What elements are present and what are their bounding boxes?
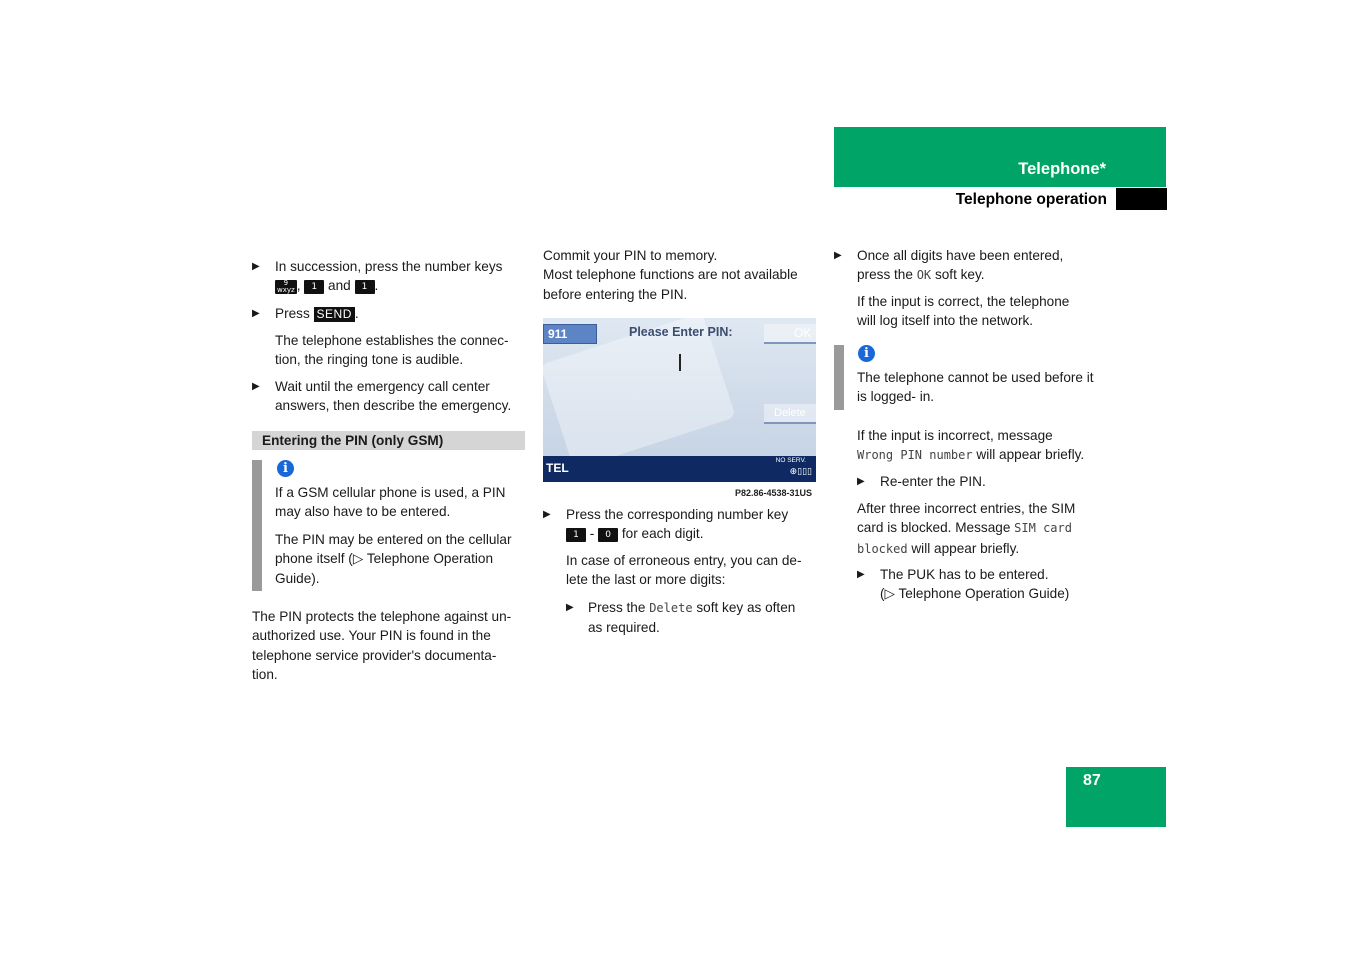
- screen-ok-softkey: OK: [764, 324, 816, 344]
- info-side-bar: [252, 460, 262, 591]
- pin-entry-screen: [543, 318, 816, 482]
- info-note-pin: The PIN may be entered on the cellular phone itself (▷ Telephone Operation Guide).: [275, 532, 512, 586]
- step-press-send: Press SEND .: [275, 306, 359, 321]
- ok-softkey-label: OK: [916, 268, 932, 283]
- bullet-arrow-icon: ▶: [252, 381, 260, 392]
- signal-icon: ⊕▯▯▯: [789, 466, 812, 476]
- step-enter-puk: The PUK has to be entered. (▷ Telephone Operation Guide): [880, 567, 1070, 602]
- input-correct-paragraph: If the input is correct, the telephone will log itself into the network.: [857, 294, 1070, 329]
- bullet-arrow-icon: ▶: [252, 308, 260, 319]
- status-tel-label: TEL: [546, 461, 569, 475]
- step-press-keys: In succession, press the number keys 9 wxyz , 1 and 1 .: [275, 259, 503, 294]
- step-press-digits: Press the corresponding number key 1 - 0 for each digit.: [566, 507, 789, 542]
- status-service-label: NO SERV.: [775, 457, 806, 464]
- page-number: 87: [1083, 772, 1101, 789]
- blocked-message: blocked: [857, 541, 908, 556]
- step-press-delete: Press the Delete soft key as often as required.: [588, 600, 796, 636]
- page-number-box: [1066, 767, 1166, 827]
- section-heading: Entering the PIN (only GSM): [252, 431, 525, 450]
- erroneous-entry-paragraph: In case of erroneous entry, you can de- lete the last or more digits:: [566, 553, 802, 588]
- key-1-icon: 1: [304, 280, 324, 294]
- input-incorrect-paragraph: If the input is incorrect, message Wrong PIN number will appear briefly.: [857, 428, 1085, 463]
- bullet-arrow-icon: ▶: [857, 569, 865, 580]
- screen-number-field: 911: [543, 324, 597, 344]
- screen-cursor: [679, 354, 681, 371]
- info-side-bar: [834, 345, 844, 410]
- screen-prompt: Please Enter PIN:: [629, 325, 733, 339]
- bullet-arrow-icon: ▶: [566, 602, 574, 613]
- sim-blocked-paragraph: After three incorrect entries, the SIM card is blocked. Message SIM card blocked will appear briefly.: [857, 501, 1076, 556]
- key-0-icon: 0: [598, 528, 618, 542]
- screen-delete-softkey: Delete: [764, 404, 816, 424]
- figure-caption: P82.86-4538-31US: [734, 488, 812, 498]
- screen-status-bar: [543, 456, 816, 482]
- bullet-arrow-icon: ▶: [834, 250, 842, 261]
- commit-pin-paragraph: Commit your PIN to memory. Most telephone functions are not available before entering the PIN.: [543, 248, 798, 302]
- pin-protection-paragraph: The PIN protects the telephone against un- authorized use. Your PIN is found in the telephone service provider's documenta- tion.: [252, 609, 512, 683]
- bullet-arrow-icon: ▶: [857, 476, 865, 487]
- section-subtitle: Telephone operation: [955, 191, 1107, 208]
- step-reenter-pin: Re-enter the PIN.: [880, 474, 986, 489]
- info-icon: i: [277, 460, 294, 477]
- sim-card-message: SIM card: [1014, 521, 1072, 536]
- connection-paragraph: The telephone establishes the connec- tion, the ringing tone is audible.: [275, 333, 509, 368]
- key-1-icon: 1: [566, 528, 586, 542]
- bullet-arrow-icon: ▶: [543, 509, 551, 520]
- send-key-icon: SEND: [314, 307, 355, 322]
- bullet-arrow-icon: ▶: [252, 261, 260, 272]
- info-note-gsm: If a GSM cellular phone is used, a PIN may also have to be entered.: [275, 485, 506, 520]
- wrong-pin-message: Wrong PIN number: [857, 448, 973, 463]
- subtitle-black-tab: [1116, 188, 1167, 210]
- step-press-ok: Once all digits have been entered, press the OK soft key.: [857, 248, 1064, 283]
- key-9-icon: 9 wxyz: [277, 278, 295, 294]
- chapter-title: Telephone*: [1018, 160, 1106, 178]
- step-wait-answer: Wait until the emergency call center answers, then describe the emergency.: [275, 379, 512, 414]
- info-note-logged-in: The telephone cannot be used before it is logged- in.: [857, 370, 1094, 405]
- key-1-icon: 1: [355, 280, 375, 294]
- info-icon: i: [858, 345, 875, 362]
- delete-softkey-label: Delete: [649, 601, 693, 615]
